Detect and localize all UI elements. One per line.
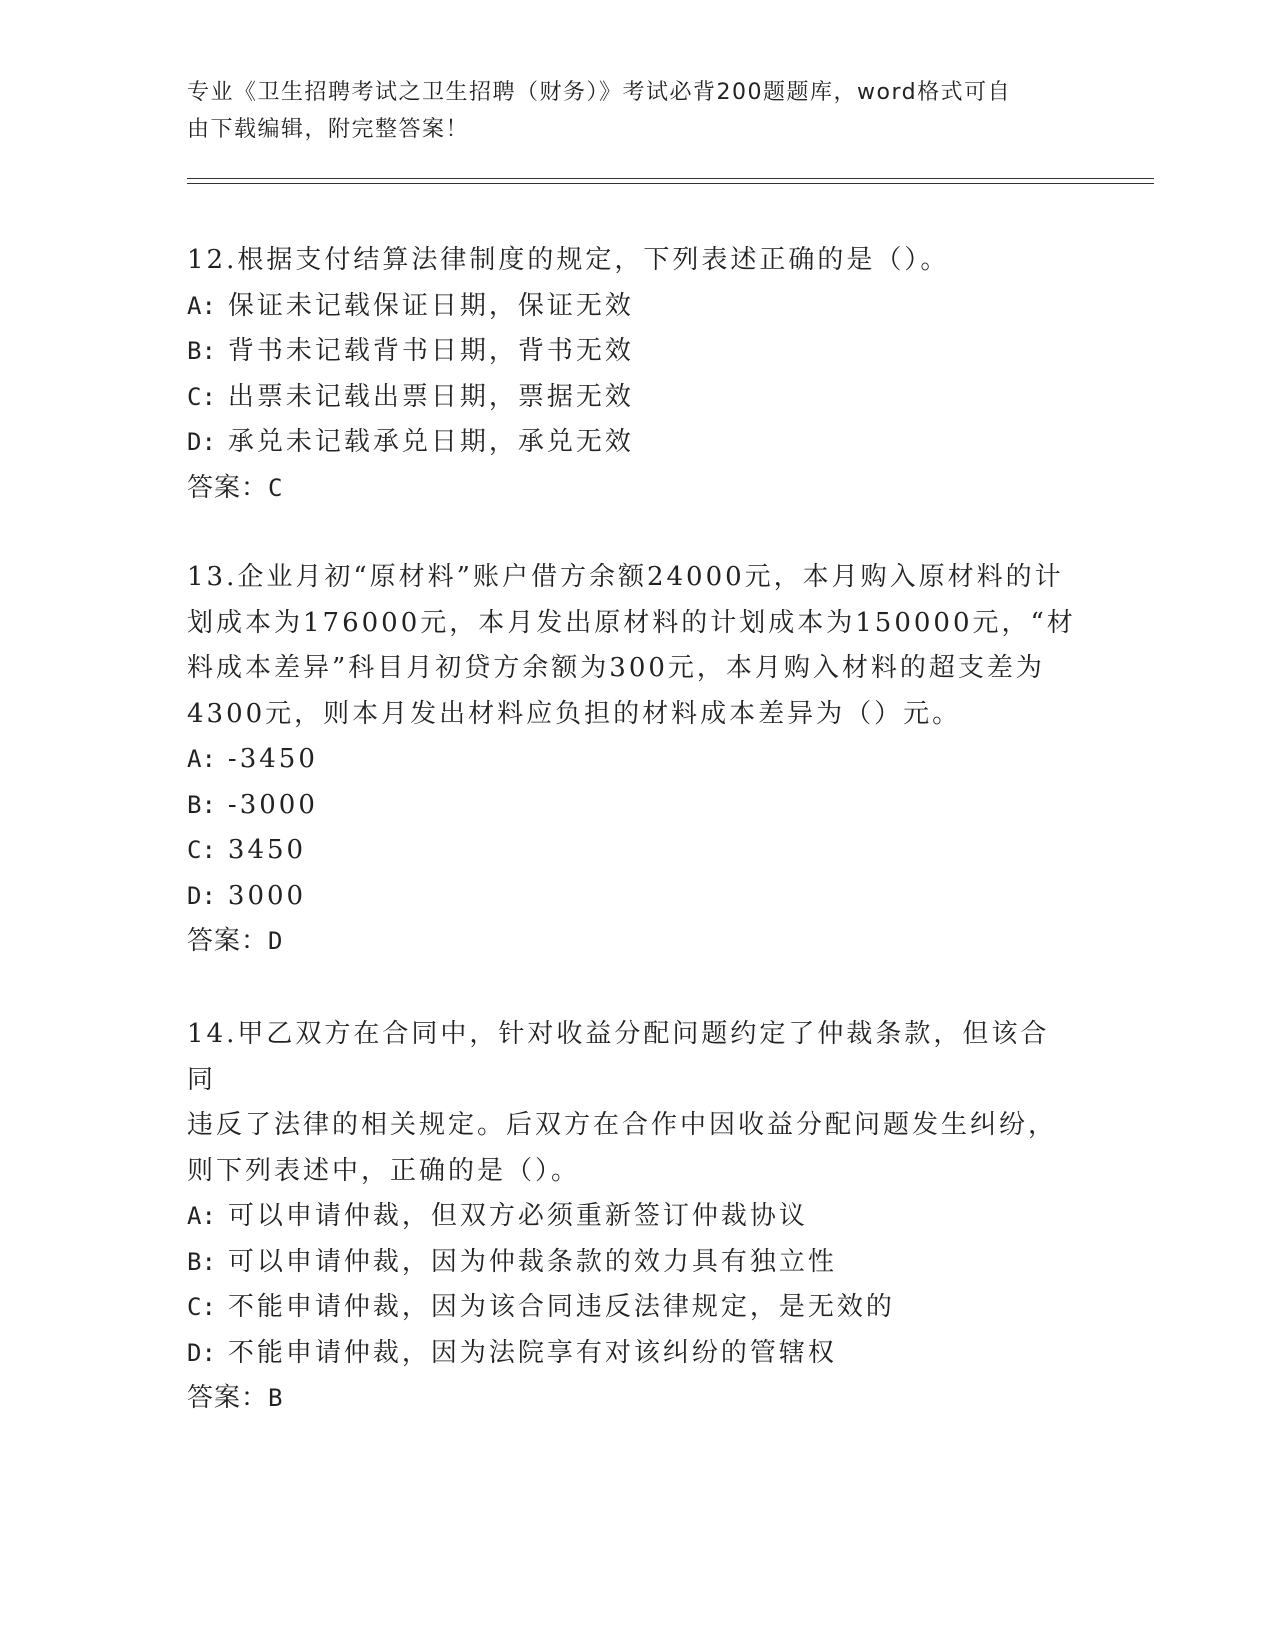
question-number: 13. bbox=[187, 562, 238, 592]
option-key: D: bbox=[187, 428, 216, 456]
question-text-line-1 bbox=[187, 1012, 1077, 1103]
option-text: -3450 bbox=[227, 744, 318, 774]
answer-label: 答案： bbox=[187, 472, 269, 503]
option-text: 出票未记载出票日期，票据无效 bbox=[227, 381, 634, 412]
question-number: 14. bbox=[187, 1019, 238, 1049]
question-text-line-2: 划成本为176000元，本月发出原材料的计划成本为150000元，“材 bbox=[187, 607, 1076, 638]
option-key: A: bbox=[187, 745, 216, 773]
option-key: D: bbox=[187, 881, 216, 910]
option-key: B: bbox=[187, 337, 216, 365]
option-key: C: bbox=[187, 836, 216, 864]
question-13 bbox=[187, 555, 1077, 965]
option-b bbox=[187, 1240, 1077, 1286]
option-key: C: bbox=[187, 1293, 216, 1321]
option-text: 3450 bbox=[227, 835, 307, 865]
option-c bbox=[187, 828, 1077, 874]
header-divider-bottom bbox=[187, 183, 1154, 184]
question-stem-line: 甲乙双方在合同中，针对收益分配问题约定了仲裁条款，但该合同 bbox=[187, 1019, 1050, 1095]
answer-line bbox=[187, 466, 1077, 512]
option-list bbox=[187, 1194, 1077, 1376]
answer-label: 答案： bbox=[187, 1383, 269, 1413]
document-header bbox=[187, 74, 1067, 148]
question-12 bbox=[187, 238, 1077, 511]
option-key: A: bbox=[187, 1202, 216, 1230]
option-list bbox=[187, 284, 1077, 466]
option-key: D: bbox=[187, 1338, 216, 1367]
option-key: B: bbox=[187, 1247, 216, 1276]
option-b bbox=[187, 783, 1077, 829]
option-text: 不能申请仲裁，因为该合同违反法律规定，是无效的 bbox=[227, 1292, 895, 1322]
option-text: -3000 bbox=[227, 789, 318, 820]
answer-value: C bbox=[268, 473, 284, 502]
option-text: 保证未记载保证日期，保证无效 bbox=[227, 290, 634, 321]
answer-value: B bbox=[268, 1384, 284, 1412]
question-text bbox=[187, 555, 1077, 737]
option-a bbox=[187, 284, 1077, 330]
option-text: 可以申请仲裁，但双方必须重新签订仲裁协议 bbox=[227, 1201, 808, 1231]
option-a bbox=[187, 1194, 1077, 1240]
option-key: B: bbox=[187, 790, 216, 819]
answer-line bbox=[187, 1376, 1077, 1422]
question-14 bbox=[187, 1012, 1077, 1422]
option-key: C: bbox=[187, 382, 216, 411]
option-text: 背书未记载背书日期，背书无效 bbox=[227, 336, 634, 366]
header-line-2: 由下载编辑，附完整答案！ bbox=[187, 117, 470, 142]
option-text: 3000 bbox=[227, 880, 307, 911]
option-text: 可以申请仲裁，因为仲裁条款的效力具有独立性 bbox=[227, 1246, 837, 1277]
header-line-1: 专业《卫生招聘考试之卫生招聘（财务）》考试必背200题题库，word格式可自 bbox=[187, 80, 1012, 105]
question-text-line-3: 料成本差异”科目月初贷方余额为300元，本月购入材料的超支差为 bbox=[187, 653, 1045, 683]
option-d bbox=[187, 420, 1077, 466]
option-a bbox=[187, 737, 1077, 783]
header-divider-top bbox=[187, 178, 1154, 179]
option-d bbox=[187, 1331, 1077, 1377]
answer-value: D bbox=[268, 927, 284, 955]
answer-line bbox=[187, 919, 1077, 965]
question-text-line-3: 则下列表述中，正确的是（）。 bbox=[187, 1155, 581, 1186]
option-text: 承兑未记载承兑日期，承兑无效 bbox=[227, 427, 634, 457]
option-list bbox=[187, 737, 1077, 919]
option-b bbox=[187, 329, 1077, 375]
question-text bbox=[187, 238, 1077, 284]
option-key: A: bbox=[187, 291, 216, 320]
question-text-line-4: 4300元，则本月发出材料应负担的材料成本差异为（）元。 bbox=[187, 698, 962, 729]
answer-label: 答案： bbox=[187, 926, 269, 956]
question-stem: 根据支付结算法律制度的规定，下列表述正确的是（）。 bbox=[237, 245, 950, 275]
question-text-line-2: 违反了法律的相关规定。后双方在合作中因收益分配问题发生纠纷， bbox=[187, 1110, 1058, 1140]
question-text bbox=[187, 1012, 1077, 1194]
option-d bbox=[187, 874, 1077, 920]
question-stem-line: 企业月初“原材料”账户借方余额24000元，本月购入原材料的计 bbox=[237, 562, 1064, 592]
option-text: 不能申请仲裁，因为法院享有对该纠纷的管辖权 bbox=[227, 1337, 837, 1368]
question-number: 12. bbox=[187, 245, 238, 275]
option-c bbox=[187, 1285, 1077, 1331]
question-text-line-1 bbox=[187, 555, 1077, 601]
option-c bbox=[187, 375, 1077, 421]
